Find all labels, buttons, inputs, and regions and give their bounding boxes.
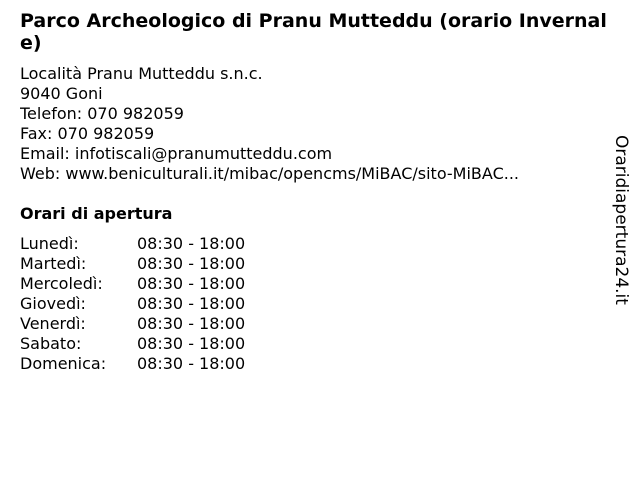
day-label: Sabato: bbox=[20, 334, 82, 353]
hours-row-tuesday bbox=[20, 254, 320, 274]
hours-row-saturday bbox=[20, 334, 320, 354]
day-label: Giovedì: bbox=[20, 294, 86, 313]
fax: Fax: 070 982059 bbox=[20, 124, 155, 143]
time-range: 08:30 - 18:00 bbox=[137, 314, 246, 333]
time-range: 08:30 - 18:00 bbox=[137, 354, 246, 373]
hours-row-friday bbox=[20, 314, 320, 334]
time-range: 08:30 - 18:00 bbox=[137, 234, 246, 253]
time-range: 08:30 - 18:00 bbox=[137, 254, 246, 273]
time-range: 08:30 - 18:00 bbox=[137, 274, 246, 293]
day-label: Lunedì: bbox=[20, 234, 79, 253]
opening-hours-heading: Orari di apertura bbox=[20, 204, 173, 223]
site-watermark: Oraridiapertura24.it bbox=[611, 135, 631, 305]
day-label: Domenica: bbox=[20, 354, 107, 373]
contact-info bbox=[20, 64, 600, 184]
phone: Telefon: 070 982059 bbox=[20, 104, 184, 123]
city: 9040 Goni bbox=[20, 84, 103, 103]
hours-row-wednesday bbox=[20, 274, 320, 294]
day-label: Mercoledì: bbox=[20, 274, 103, 293]
hours-row-thursday bbox=[20, 294, 320, 314]
opening-hours-list bbox=[20, 234, 320, 374]
email: Email: infotiscali@pranumutteddu.com bbox=[20, 144, 333, 163]
day-label: Venerdì: bbox=[20, 314, 86, 333]
address: Località Pranu Mutteddu s.n.c. bbox=[20, 64, 263, 83]
page-title: Parco Archeologico di Pranu Mutteddu (orario Invernale) bbox=[20, 10, 607, 54]
time-range: 08:30 - 18:00 bbox=[137, 334, 246, 353]
website: Web: www.beniculturali.it/mibac/opencms/MiBAC/sito-MiBAC... bbox=[20, 164, 519, 183]
day-label: Martedì: bbox=[20, 254, 87, 273]
hours-row-monday bbox=[20, 234, 320, 254]
hours-row-sunday bbox=[20, 354, 320, 374]
time-range: 08:30 - 18:00 bbox=[137, 294, 246, 313]
